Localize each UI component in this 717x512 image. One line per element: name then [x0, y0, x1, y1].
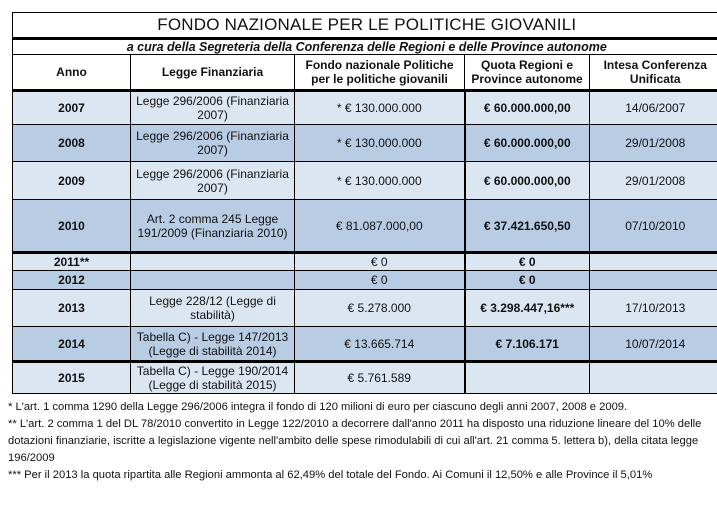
cell-legge [131, 253, 295, 271]
cell-intesa: 07/10/2010 [590, 200, 717, 253]
cell-legge: Legge 296/2006 (Finanziaria 2007) [131, 125, 295, 162]
cell-legge: Legge 296/2006 (Finanziaria 2007) [131, 91, 295, 125]
table-row [13, 290, 717, 327]
table-row [13, 327, 717, 362]
table-row [13, 271, 717, 290]
cell-quota: € 37.421.650,50 [465, 200, 590, 253]
table-row [13, 253, 717, 271]
header-intesa: Intesa Conferenza Unificata [590, 55, 717, 91]
cell-fondo: € 5.761.589 [295, 362, 465, 394]
table-row [13, 200, 717, 253]
cell-quota: € 3.298.447,16*** [465, 290, 590, 327]
table-subtitle-row [13, 39, 717, 55]
table-row [13, 362, 717, 394]
cell-intesa: 17/10/2013 [590, 290, 717, 327]
footnote-2: ** L'art. 2 comma 1 del DL 78/2010 convertito in Legge 122/2010 a decorrere dall'anno 2011 ha disposto una riduzione lineare del 10% delle dotazioni finanziarie, iscritte a legislazione vigente nell'ambito delle spese rimodulabili di cui all'art. 21 comma 5. lettera b), della citata legge 196/2009 [8, 418, 702, 464]
header-row [13, 55, 717, 91]
cell-anno: 2009 [13, 162, 131, 200]
cell-anno: 2007 [13, 91, 131, 125]
table-row [13, 91, 717, 125]
cell-intesa: 29/01/2008 [590, 125, 717, 162]
header-quota: Quota Regioni e Province autonome [465, 55, 590, 91]
cell-anno: 2014 [13, 327, 131, 362]
cell-legge [131, 271, 295, 290]
cell-quota: € 60.000.000,00 [465, 162, 590, 200]
cell-anno: 2013 [13, 290, 131, 327]
cell-legge: Tabella C) - Legge 147/2013 (Legge di stabilità 2014) [131, 327, 295, 362]
cell-intesa [590, 362, 717, 394]
cell-anno: 2010 [13, 200, 131, 253]
cell-legge: Legge 296/2006 (Finanziaria 2007) [131, 162, 295, 200]
cell-fondo: € 0 [295, 253, 465, 271]
cell-quota: € 60.000.000,00 [465, 125, 590, 162]
cell-fondo: * € 130.000.000 [295, 125, 465, 162]
cell-quota: € 0 [465, 253, 590, 271]
cell-fondo: € 0 [295, 271, 465, 290]
cell-fondo: € 81.087.000,00 [295, 200, 465, 253]
table-title-row [13, 13, 717, 39]
cell-fondo: € 5.278.000 [295, 290, 465, 327]
footnotes [8, 399, 714, 484]
cell-quota: € 60.000.000,00 [465, 91, 590, 125]
fund-table [12, 12, 717, 394]
cell-legge: Tabella C) - Legge 190/2014 (Legge di stabilità 2015) [131, 362, 295, 394]
cell-intesa [590, 253, 717, 271]
cell-intesa: 10/07/2014 [590, 327, 717, 362]
cell-quota: € 7.106.171 [465, 327, 590, 362]
header-anno: Anno [13, 55, 131, 91]
footnote-1: * L'art. 1 comma 1290 della Legge 296/2006 integra il fondo di 120 milioni di euro per ciascuno degli anni 2007, 2008 e 2009. [8, 401, 628, 413]
cell-anno: 2008 [13, 125, 131, 162]
table-subtitle: a cura della Segreteria della Conferenza delle Regioni e delle Province autonome [13, 39, 717, 55]
cell-legge: Legge 228/12 (Legge di stabilità) [131, 290, 295, 327]
table-row [13, 125, 717, 162]
cell-fondo: € 13.665.714 [295, 327, 465, 362]
header-legge: Legge Finanziaria [131, 55, 295, 91]
table-title: FONDO NAZIONALE PER LE POLITICHE GIOVANILI [13, 13, 717, 39]
cell-quota [465, 362, 590, 394]
table-row [13, 162, 717, 200]
cell-anno: 2012 [13, 271, 131, 290]
cell-intesa [590, 271, 717, 290]
cell-intesa: 29/01/2008 [590, 162, 717, 200]
cell-legge: Art. 2 comma 245 Legge 191/2009 (Finanziaria 2010) [131, 200, 295, 253]
cell-fondo: * € 130.000.000 [295, 91, 465, 125]
cell-intesa: 14/06/2007 [590, 91, 717, 125]
cell-fondo: * € 130.000.000 [295, 162, 465, 200]
cell-quota: € 0 [465, 271, 590, 290]
footnote-3: *** Per il 2013 la quota ripartita alle Regioni ammonta al 62,49% del totale del Fondo. Ai Comuni il 12,50% e alle Province il 5,01% [8, 469, 653, 481]
cell-anno: 2015 [13, 362, 131, 394]
cell-anno: 2011** [13, 253, 131, 271]
header-fondo: Fondo nazionale Politiche per le politiche giovanili [295, 55, 465, 91]
